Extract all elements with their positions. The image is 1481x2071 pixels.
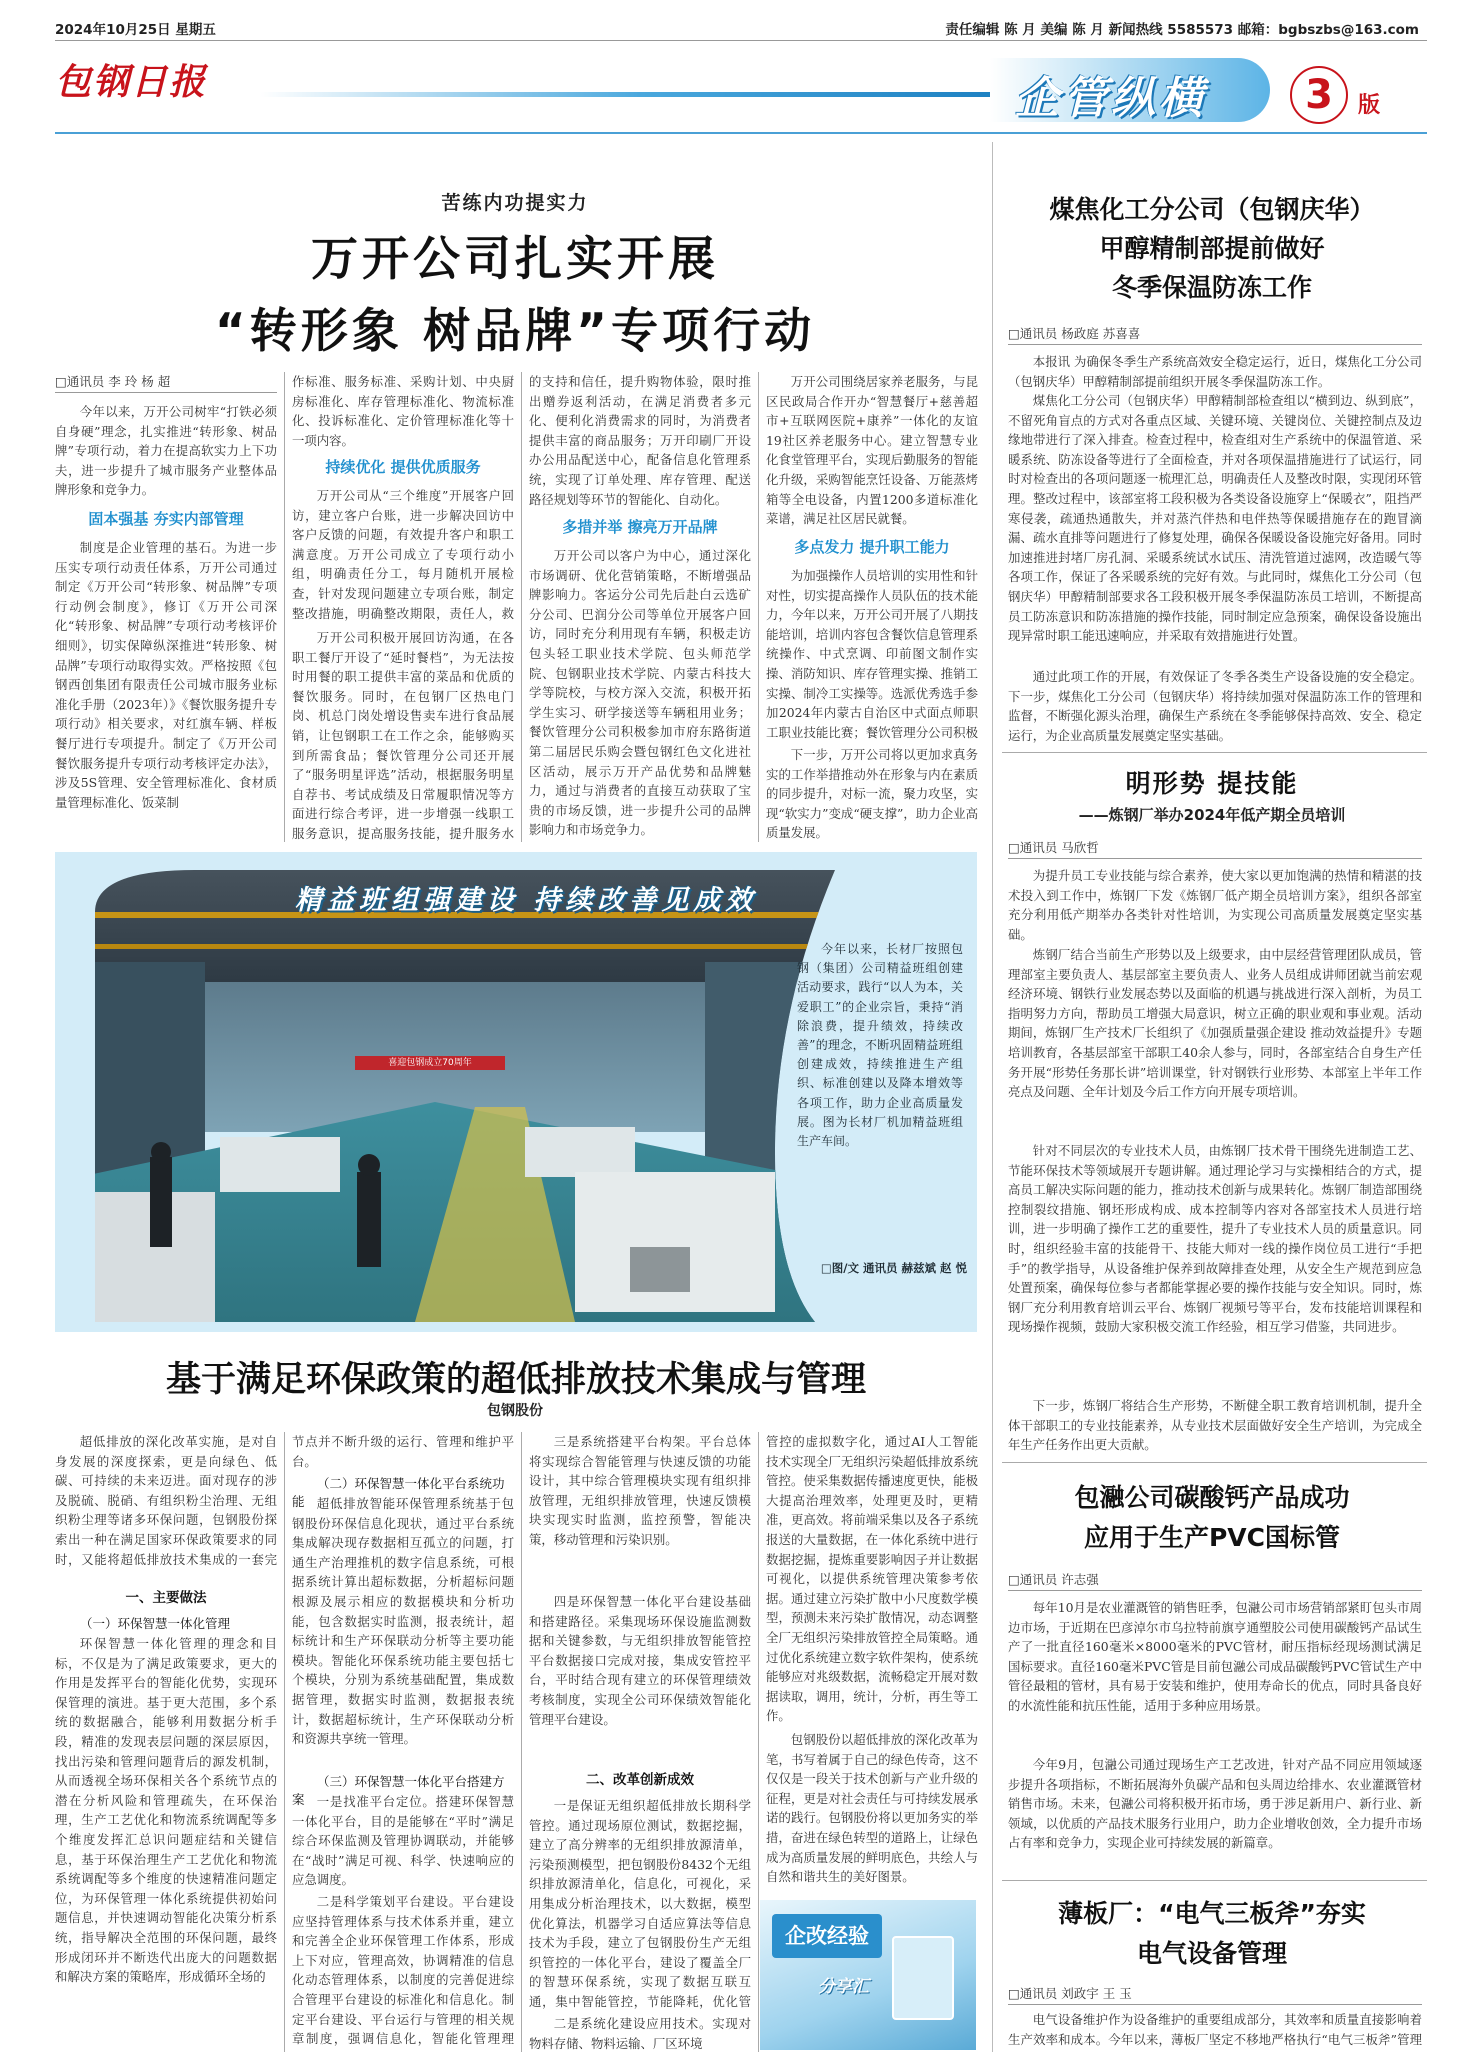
bottom-c2-h2: （三）环保智慧一体化平台搭建方案 xyxy=(292,1774,505,1807)
header-rule xyxy=(55,40,1427,41)
bottom-c4-p2: 包钢股份以超低排放的深化改革为笔，书写着属于自己的绿色传奇，这不仅仅是一段关于技术创新与产业升级的征程，更是对社会责任与可持续发展承诺的践行。包钢股份将以更加务实的举措，奋进在绿色转型的道路上，让绿色成为高质量发展的鲜明底色，共绘人与自然和谐共生的美好图景。 xyxy=(766,1732,978,1885)
bottom-c2-p3: 一是找准平台定位。搭建环保智慧一体化平台，目的是能够在“平时”满足综合环保监测及管理协调联动，并能够在“战时”满足可视、科学、快速响应的应急调度。 xyxy=(292,1794,514,1888)
bottom-author: 包钢股份 xyxy=(487,1403,543,1419)
lead-subhead-3: 多措并举 擦亮万开品牌 xyxy=(562,518,718,536)
lead-subhead-2: 持续优化 提供优质服务 xyxy=(325,458,481,476)
right2-p4: 下一步，炼钢厂将结合生产形势，不断健全职工教育培训机制，提升全体干部职工的专业技能素养，从专业技术层面做好安全生产培训，为完成全年生产任务作出更大贡献。 xyxy=(1008,1398,1422,1453)
section-title: 企管纵横 xyxy=(1015,73,1207,124)
badge-subtitle: 分享汇 xyxy=(818,1977,869,1997)
right1-byline: □通讯员 杨政庭 苏喜喜 xyxy=(1008,324,1422,345)
clipboard-icon xyxy=(892,1936,954,2020)
lead-title-1: 万开公司扎实开展 xyxy=(311,232,719,287)
lead-title-2: “转形象 树品牌”专项行动 xyxy=(214,304,816,359)
lead-c2-p2: 万开公司从“三个维度”开展客户回访，建立客户台账，进一步解决回访中客户反馈的问题，有效提升客户和职工满意度。万开公司成立了专项行动小组，明确责任分工，每月随机开展检查，针对发现问题建立专项台账，制定整改措施，明确整改期限，责任人，救 xyxy=(292,488,514,621)
bottom-c2-p1: 节点并不断升级的运行、管理和维护平台。 xyxy=(292,1434,514,1469)
right3-byline: □通讯员 许志强 xyxy=(1008,1570,1422,1591)
lead-kicker: 苦练内功提实力 xyxy=(441,192,589,214)
bottom-c1-p1: 超低排放的深化改革实施，是对自身发展的深度探索，更是向绿色、低碳、可持续的未来迈进。面对现存的涉及脱硫、脱硝、有组织粉尘治理、无组织粉尘理等诸多环保问题，包钢股份探索出一种在满足国家环保政策要求的同时，又能将超低排放技术集成的一套完 xyxy=(55,1434,277,1567)
bottom-c1-h1: 一、主要做法 xyxy=(125,1590,207,1606)
right3-title-2: 应用于生产PVC国标管 xyxy=(1083,1523,1341,1552)
right3-title-1: 包瀜公司碳酸钙产品成功 xyxy=(1074,1483,1350,1512)
lead-c1-p2: 制度是企业管理的基石。为进一步压实专项行动责任体系，万开公司通过制定《万开公司“转形象、树品牌”专项行动例会制度》，修订《万开公司深化“转形象、树品牌”专项行动考核评价细则》，切实保障纵深推进“转形象、树品牌”专项行动取得实效。严格按照《包钢西创集团有限责任公司城市服务业标准化手册（2023年）》《餐饮服务提升专项行动》相关要求，对红旗车辆、样板餐厅进行专项提升。制定了《万开公司餐饮服务提升专项行动考核评定办法》，涉及5S管理、安全管理标准化、食材质量管理标准化、饭菜制 xyxy=(55,540,277,810)
masthead-bottom-rule xyxy=(55,132,1427,134)
bottom-c3-p2: 四是环保智慧一体化平台建设基础和搭建路径。采集现场环保设施监测数据和关键参数，与无组织排放智能管控平台数据接口完成对接，集成安管控平台，平时结合现有建立的环保管理绩效考核制度，实现全公司环保绩效智能化管理平台建设。 xyxy=(529,1594,751,1727)
photo-wall-sign: 喜迎包钢成立70周年 xyxy=(388,1058,472,1068)
right3-p2: 今年9月，包瀜公司通过现场生产工艺改进，针对产品不同应用领域逐步提升各项指标，不断拓展海外负碳产品和包头周边给排水、农业灌溉管材销售市场。未来，包瀜公司将积极开拓市场，勇于涉足新用户、新行业、新领域，以优质的产品技术服务行业用户，助力企业增收创效，全力提升市场占有率和竞争力，实现企业可持续发展的新篇章。 xyxy=(1008,1757,1422,1851)
lead-c2-p1: 作标准、服务标准、采购计划、中央厨房标准化、库存管理标准化、物流标准化、投诉标准化、定价管理标准化等十一项内容。 xyxy=(292,374,514,448)
editor-info: 责任编辑 陈 月 美编 陈 月 新闻热线 5585573 邮箱：bgbszbs@163.com xyxy=(945,22,1419,38)
bottom-c3-p1: 三是系统搭建平台构架。平台总体将实现综合智能管理与快速反馈的功能设计，其中综合管理模块实现有组织排放管理，无组织排放管理，快速反馈模块实现实时监测，监控预警，智能决策，移动管理和污染识别。 xyxy=(529,1434,751,1547)
right4-title-2: 电气设备管理 xyxy=(1136,1939,1287,1968)
photo-frame xyxy=(55,852,977,1332)
right2-p2: 炼钢厂结合当前生产形势以及上级要求，由中层经营管理团队成员，管理部室主要负责人、基层部室主要负责人、业务人员组成讲师团就当前宏观经济环境、钢铁行业发展态势以及面临的机遇与挑战进行深入剖析，为员工指明努力方向，帮助员工增强大局意识，树立正确的职业观和事业观。活动期间，炼钢厂生产技术厂长组织了《加强质量强企建设 推动效益提升》专题培训教育，各基层部室干部职工40余人参与，同时，各部室结合自身生产任务开展“形势任务那长讲”培训课堂，针对钢铁行业形势、本部室上半年工作亮点及问题、全年计划及今后工作方向开展专项培训。 xyxy=(1008,947,1422,1100)
right2-byline: □通讯员 马欣哲 xyxy=(1008,838,1422,859)
lead-c3-p2: 万开公司以客户为中心，通过深化市场调研、优化营销策略，不断增强品牌影响力。客运分公司先后赴白云选矿分公司、巴润分公司等单位开展客户回访，同时充分利用现有车辆，积极走访包头轻工职业技术学院、包头师范学院、包钢职业技术学院、内蒙古科技大学等院校，与校方深入交流，积极开拓学生实习、研学接送等车辆租用业务；餐饮管理分公司积极参加市府东路街道第二届居民乐购会暨包钢红色文化进社区活动，展示万开产品优势和品牌魅力，通过与消费者的直接互动获取了宝贵的市场反馈，进一步提升公司的品牌影响力和市场竞争力。 xyxy=(529,548,751,838)
bottom-c1-h2: （一）环保智慧一体化管理 xyxy=(80,1616,231,1631)
page-unit: 版 xyxy=(1358,93,1381,118)
right4-byline: □通讯员 刘政宇 王 玉 xyxy=(1008,1984,1422,2005)
right2-p1: 为提升员工专业技能与综合素养，使大家以更加饱满的热情和精湛的技术投入到工作中，炼钢厂下发《炼钢厂低产期全员培训方案》，组织各部室充分利用低产期举办各类针对性培训，为实现公司高质量发展奠定坚实基础。 xyxy=(1008,868,1422,942)
bottom-c2-h1: （二）环保智慧一体化平台系统功能 xyxy=(292,1476,505,1509)
right3-p1: 每年10月是农业灌溉管的销售旺季，包瀜公司市场营销部紧盯包头市周边市场，于近期在巴彦淖尔市乌拉特前旗亨通塑胶公司使用碳酸钙产品试生产了一批直径160毫米×8000毫米的PVC管材，耐压指标经现场测试满足国标要求。直径160毫米PVC管是目前包瀜公司成品碳酸钙PVC管试生产中管径最粗的管材，具有易于安装和维护，使用寿命长的优点，同时具备良好的水流性能和抗压性能，适用于多种应用场景。 xyxy=(1008,1600,1422,1713)
masthead-bar xyxy=(260,92,1020,97)
photo-banner: 精益班组强建设 持续改善见成效 xyxy=(295,885,758,916)
right1-p3: 通过此项工作的开展，有效保证了冬季各类生产设备设施的安全稳定。下一步，煤焦化工分公司（包钢庆华）将持续加强对保温防冻工作的管理和监督，不断强化源头治理，确保生产系统在冬季能够保持高效、安全、稳定运行，为企业高质量发展奠定坚实基础。 xyxy=(1008,669,1422,743)
bottom-c4-p1: 管控的虚拟数字化，通过AI人工智能技术实现全厂无组织污染超低排放系统管控。使采集数据传播速度更快，能极大提高治理效率，处理更及时，更精准，更高效。将前端采集以及各子系统报送的大量数据，在一体化系统中进行数据挖掘，提炼重要影响因子并让数据可视化，以提供系统管理决策参考依据。通过建立污染扩散中小尺度数学模型，预测未来污染扩散情况，动态调整全厂无组织污染排放管控全局策略。通过优化系统建立数字软件架构，使系统能够应对兆级数据，流畅稳定开展对数据读取，调用，统计，分析，再生等工作。 xyxy=(766,1434,978,1724)
bottom-title: 基于满足环保政策的超低排放技术集成与管理 xyxy=(165,1360,866,1400)
right1-p2: 煤焦化工分公司（包钢庆华）甲醇精制部检查组以“横到边、纵到底”，不留死角盲点的方式对各重点区域、关键环境、关键岗位、关键控制点及边缘地带进行了深入排查。检查过程中，检查组对生产系统中的保温管道、采暖系统、防冻设备等进行了全面检查，并对各项保温措施进行了试运行，同时对检查出的各项问题逐一梳理汇总，明确责任人及整改时限，实现闭环管理。整改过程中，该部室将工段积极为各类设备设施穿上“保暖衣”，阻挡严寒侵袭，疏通热通散失，并对蒸汽伴热和电伴热等保暖措施存在的跑冒滴漏、疏水直排等问题进行了修复处理，确保各保暖设备设施完好备用。同时加速推进封堵厂房孔洞、采暖系统试水试压、清洗管道过滤网，改造暖气等各项工作，保证了各采暖系统的完好有效。与此同时，煤焦化工分公司（包钢庆华）甲醇精制部要求各工段积极开展冬季保温防冻员工培训，不断提高员工防冻意识和防冻措施的操作技能，同时制定应急预案，确保设备设施出现异常时职工能迅速响应，并采取有效措施进行处置。 xyxy=(1008,393,1422,644)
lead-c1-p1: 今年以来，万开公司树牢“打铁必须自身硬”理念，扎实推进“转形象、树品牌”专项行动，着力在提高软实力上下功夫，进一步提升了城市服务产业整体品牌形象和竞争力。 xyxy=(55,404,277,498)
bottom-c2-p4: 二是科学策划平台建设。平台建设应坚持管理体系与技术体系并重，建立和完善全企业环保管理工作体系，形成上下对应，管理高效，协调精准的信息化动态管理体系，以制度的完善促进综合管理平台建设的标准化和信息化。制定平台建设、平台运行与管理的相关规章制度，强调信息化，智能化管理理 xyxy=(292,1894,514,2047)
experience-badge xyxy=(760,1900,976,2050)
right2-title: 明形势 提技能 xyxy=(1125,769,1299,798)
photo-credit: □图/文 通讯员 赫兹斌 赵 悦 xyxy=(820,1261,967,1275)
bottom-c3-h1: 二、改革创新成效 xyxy=(586,1772,694,1788)
lead-c2-p3: 万开公司积极开展回访沟通，在各职工餐厅开设了“延时餐档”，为无法按时用餐的职工提供丰富的菜品和优质的餐饮服务。同时，在包钢厂区热电门岗、机总门岗处增设售卖车进行食品展销，让包钢职工在工作之余，能够购买到所需食品；餐饮管理分公司还开展了“服务明星评选”活动，根据服务明星自荐书、考试成绩及日常履职情况等方面进行综合考评，进一步增强一线职工服务意识，提高服务技能，提升服务水 xyxy=(292,630,514,841)
issue-date: 2024年10月25日 星期五 xyxy=(55,22,216,38)
right1-title-3: 冬季保温防冻工作 xyxy=(1111,273,1312,302)
lead-c4-p2: 为加强操作人员培训的实用性和针对性，切实提高操作人员队伍的技术能力，今年以来，万开公司开展了八期技能培训，培训内容包含餐饮信息管理系统操作、中式烹调、印前图文制作实操、消防知识、库存管理实操、推销工实操、制冷工实操等。选派优秀选手参加2024年内蒙古自治区中式面点师职工职业技能比赛；餐饮管理分公司积极 xyxy=(766,568,978,740)
right1-p1: 本报讯 为确保冬季生产系统高效安全稳定运行，近日，煤焦化工分公司（包钢庆华）甲醇精制部提前组织开展冬季保温防冻工作。 xyxy=(1008,354,1422,389)
bottom-c3-p3: 一是保证无组织超低排放长期科学管控。通过现场原位测试，数据挖掘，建立了高分辨率的无组织排放源清单，污染预测模型，把包钢股份8432个无组织排放源清单化，信息化，可视化，采用集成分析治理技术，以大数据，模型优化算法，机器学习自适应算法等信息技术为手段，建立了包钢股份生产无组织管控的一体化平台，建设了覆盖全厂的智慧环保系统，实现了数据互联互通，集中智能管控，节能降耗，优化管 xyxy=(529,1798,751,2009)
right1-title-1: 煤焦化工分公司（包钢庆华） xyxy=(1049,195,1375,224)
lead-subhead-4: 多点发力 提升职工能力 xyxy=(794,538,950,556)
right4-title-1: 薄板厂：“电气三板斧”夯实 xyxy=(1058,1899,1366,1928)
lead-c4-p3: 下一步，万开公司将以更加求真务实的工作举措推动外在形象与内在素质的同步提升，对标一流，聚力攻坚，实现“软实力”变成“硬支撑”，助力企业高质量发展。 xyxy=(766,747,978,841)
bottom-c3-p4: 二是系统化建设应用技术。实现对物料存储、物料运输、厂区环境 xyxy=(529,2016,751,2051)
right2-subtitle: ——炼钢厂举办2024年低产期全员培训 xyxy=(1078,806,1346,824)
lead-byline: □通讯员 李 玲 杨 超 xyxy=(55,372,277,393)
photo-caption: 今年以来，长材厂按照包钢（集团）公司精益班组创建活动要求，践行“以人为本，关爱职工”的企业宗旨，秉持“消除浪费，提升绩效，持续改善”的理念，不断巩固精益班组创建成效，持续推进生产组织、标准创建以及降本增效等各项工作，助力企业高质量发展。图为长材厂机加精益班组生产车间。 xyxy=(797,942,963,1149)
page-number: 3 xyxy=(1305,72,1333,118)
masthead-logo: 包钢日报 xyxy=(55,61,208,103)
lead-subhead-1: 固本强基 夯实内部管理 xyxy=(88,510,244,528)
right2-p3: 针对不同层次的专业技术人员，由炼钢厂技术骨干围绕先进制造工艺、节能环保技术等领域展开专题讲解。通过理论学习与实操相结合的方式，提高员工解决实际问题的能力，推动技术创新与成果转化。炼钢厂制造部围绕控制裂纹措施、钢坯形成构成、成本控制等内容对各部室技术人员进行培训，进一步明确了操作工艺的重要性，提升了专业技术人员的质量意识。同时，组织经验丰富的技能骨干、技能大师对一线的操作岗位员工进行“手把手”的教学指导，从设备维护保养到故障排查处理，从安全生产规范到应急处置预案，确保每位参与者都能掌握必要的操作技能与安全知识。同时，炼钢厂充分利用教育培训云平台、炼钢厂视频号等平台，发布技能培训课程和现场操作视频，鼓励大家积极交流工作经验，相互学习借鉴，共同进步。 xyxy=(1008,1143,1422,1335)
lead-c3-p1: 的支持和信任，提升购物体验，限时推出赠券返利活动，在满足消费者多元化、便利化消费需求的同时，为消费者提供丰富的商品服务；万开印刷厂开设办公用品配送中心，配备信息化管理系统，实现了订单处理、库存管理、配送路径规划等环节的智能化、自动化。 xyxy=(529,374,751,507)
right1-title-2: 甲醇精制部提前做好 xyxy=(1099,234,1325,263)
lead-c4-p1: 万开公司围绕居家养老服务，与昆区民政局合作开办“智慧餐厅+慈善超市+互联网医院+康养”一体化的友谊19社区养老服务中心。建立智慧专业化食堂管理平台，实现后勤服务的智能化升级，采购智能烹饪设备、万能蒸烤箱等全电设备，内置1200多道标准化菜谱，满足社区居民就餐。 xyxy=(766,374,978,527)
right4-p1: 电气设备维护作为设备维护的重要组成部分，其效率和质量直接影响着生产效率和成本。今年以来，薄板厂坚定不移地严格执行“电气三板斧”管理 xyxy=(1008,2012,1422,2047)
bottom-c1-p2: 环保智慧一体化管理的理念和目标，不仅是为了满足政策要求，更大的作用是发挥平台的智能化优势，实现环保管理的演进。基于更大范围，多个系统的数据融合，能够利用数据分析手段，精准的发现表层问题的深层原因，找出污染和管理问题背后的源发机制，从而透视全场环保相关各个系统节点的潜在分析风险和管理疏失，在环保治理，生产工艺优化和物流系统调配等多个维度发挥汇总识问题症结和关键信息，基于环保治理生产工艺优化和物流系统调配等多个维度的快速精准问题定位，为环保管理一体化系统提供初始问题信息，并快速调动智能化决策分析系统，指导解决全范围的环保问题，最终形成闭环并不断迭代出庞大的问题数据和解决方案的策略库，形成循环全场的 xyxy=(55,1636,277,1985)
badge-title: 企改经验 xyxy=(785,1924,869,1948)
bottom-c2-p2: 超低排放智能环保管理系统基于包钢股份环保信息化现状，通过平台系统集成解决现存数据相互孤立的问题，打通生产治理推机的数字信息系统，可根据系统计算出超标数据，分析超标问题根源及展示相应的数据模块和分析功能，包含数据实时监测，报表统计，超标统计和生产环保联动分析等主要功能模块。智能化环保系统功能主要包括七个模块，分别为系统基础配置，集成数据管理，数据实时监测，数据报表统计，数据超标统计，生产环保联动分析和资源共享统一管理。 xyxy=(292,1496,514,1747)
